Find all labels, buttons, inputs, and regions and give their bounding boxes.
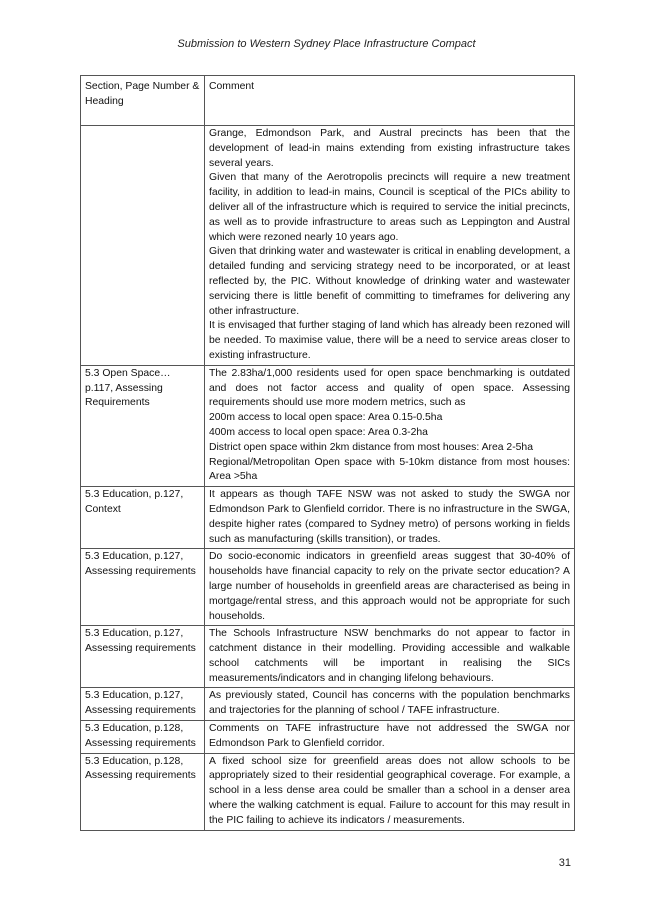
comment-paragraph: Do socio-economic indicators in greenfield areas suggest that 30-40% of households have financial capacity to rely on the private sector education? A large number of households in greenfield areas are characterised as being in mortgage/rental stress, and this approach would not be appropriate for such households. [209, 551, 570, 622]
comment-cell [205, 126, 575, 366]
section-cell: 5.3 Open Space… p.117, Assessing Requirements [81, 365, 205, 486]
comment-cell [205, 487, 575, 549]
comment-paragraph: 200m access to local open space: Area 0.15-0.5ha [209, 412, 443, 424]
comment-cell [205, 721, 575, 754]
table-row [81, 721, 575, 754]
comment-paragraph: It appears as though TAFE NSW was not asked to study the SWGA nor Edmondson Park to Glenfield corridor. There is no infrastructure in the SWGA, despite higher rates (compared to Sydney metro) of persons working in fields such as manufacturing (skills transition), or trades. [209, 489, 570, 545]
comment-paragraph: 400m access to local open space: Area 0.3-2ha [209, 426, 428, 438]
comment-paragraph: A fixed school size for greenfield areas does not allow schools to be appropriately sized to their residential geographical coverage. For example, a school in a less dense area could be smaller than a school in a denser area where the walking catchment is equal. Failure to account for this may result in the PIC failing to achieve its indicators / measurements. [209, 755, 570, 826]
comment-cell [205, 365, 575, 486]
section-cell [81, 126, 205, 366]
comment-paragraph: The 2.83ha/1,000 residents used for open space benchmarking is outdated and does not factor access and quality of open space. Assessing requirements should use more modern metrics, such as [209, 367, 570, 409]
section-cell: 5.3 Education, p.127, Assessing requirements [81, 688, 205, 721]
comment-paragraph: Regional/Metropolitan Open space with 5-10km distance from most houses: Area >5ha [209, 456, 570, 483]
section-cell: 5.3 Education, p.128, Assessing requirements [81, 721, 205, 754]
section-cell: 5.3 Education, p.127, Context [81, 487, 205, 549]
comment-cell [205, 549, 575, 626]
comments-table [80, 75, 575, 831]
comment-paragraph: District open space within 2km distance from most houses: Area 2-5ha [209, 441, 533, 453]
comment-cell [205, 753, 575, 830]
table-row [81, 688, 575, 721]
comments-table-body [81, 76, 575, 831]
table-row [81, 549, 575, 626]
comment-paragraph: Given that drinking water and wastewater is critical in enabling development, a detailed funding and servicing strategy need to be incorporated, or at least reflected by, the PIC. Without knowledge of drinking water and wastewater servicing there is little benefit of committing to timeframes for delivering any other infrastructure. [209, 246, 570, 317]
table-row [81, 753, 575, 830]
section-cell: 5.3 Education, p.127, Assessing requirements [81, 549, 205, 626]
column-header-comment: Comment [205, 76, 575, 126]
comment-paragraph: As previously stated, Council has concerns with the population benchmarks and trajectories for the planning of school / TAFE infrastructure. [209, 690, 570, 717]
table-row [81, 126, 575, 366]
table-header-row [81, 76, 575, 126]
comment-cell [205, 626, 575, 688]
table-row [81, 487, 575, 549]
comment-paragraph: It is envisaged that further staging of land which has already been rezoned will be needed. To maximise value, there will be a need to service areas closer to existing infrastructure. [209, 320, 570, 361]
comment-paragraph: Given that many of the Aerotropolis precincts will require a new treatment facility, in addition to lead-in mains, Council is sceptical of the PICs ability to deliver all of the infrastructure which is required to service the initial precincts, as well as to provide infrastructure to areas such as Leppington and Austral which were rezoned nearly 10 years ago. [209, 172, 570, 243]
comment-paragraph: Comments on TAFE infrastructure have not addressed the SWGA nor Edmondson Park to Glenfield corridor. [209, 723, 570, 749]
table-row [81, 365, 575, 486]
section-cell: 5.3 Education, p.128, Assessing requirements [81, 753, 205, 830]
section-cell: 5.3 Education, p.127, Assessing requirements [81, 626, 205, 688]
page-number: 31 [558, 857, 571, 869]
comment-paragraph: The Schools Infrastructure NSW benchmarks do not appear to factor in catchment distance in their modelling. Providing accessible and walkable school catchments will be important in realising the SICs measurements/indicators and in changing lifelong behaviours. [209, 628, 570, 684]
comment-paragraph: Grange, Edmondson Park, and Austral precincts has been that the development of lead-in mains extending from existing infrastructure takes several years. [209, 128, 570, 169]
column-header-section: Section, Page Number & Heading [81, 76, 205, 126]
page-header: Submission to Western Sydney Place Infrastructure Compact [177, 38, 476, 50]
comment-cell [205, 688, 575, 721]
table-row [81, 626, 575, 688]
